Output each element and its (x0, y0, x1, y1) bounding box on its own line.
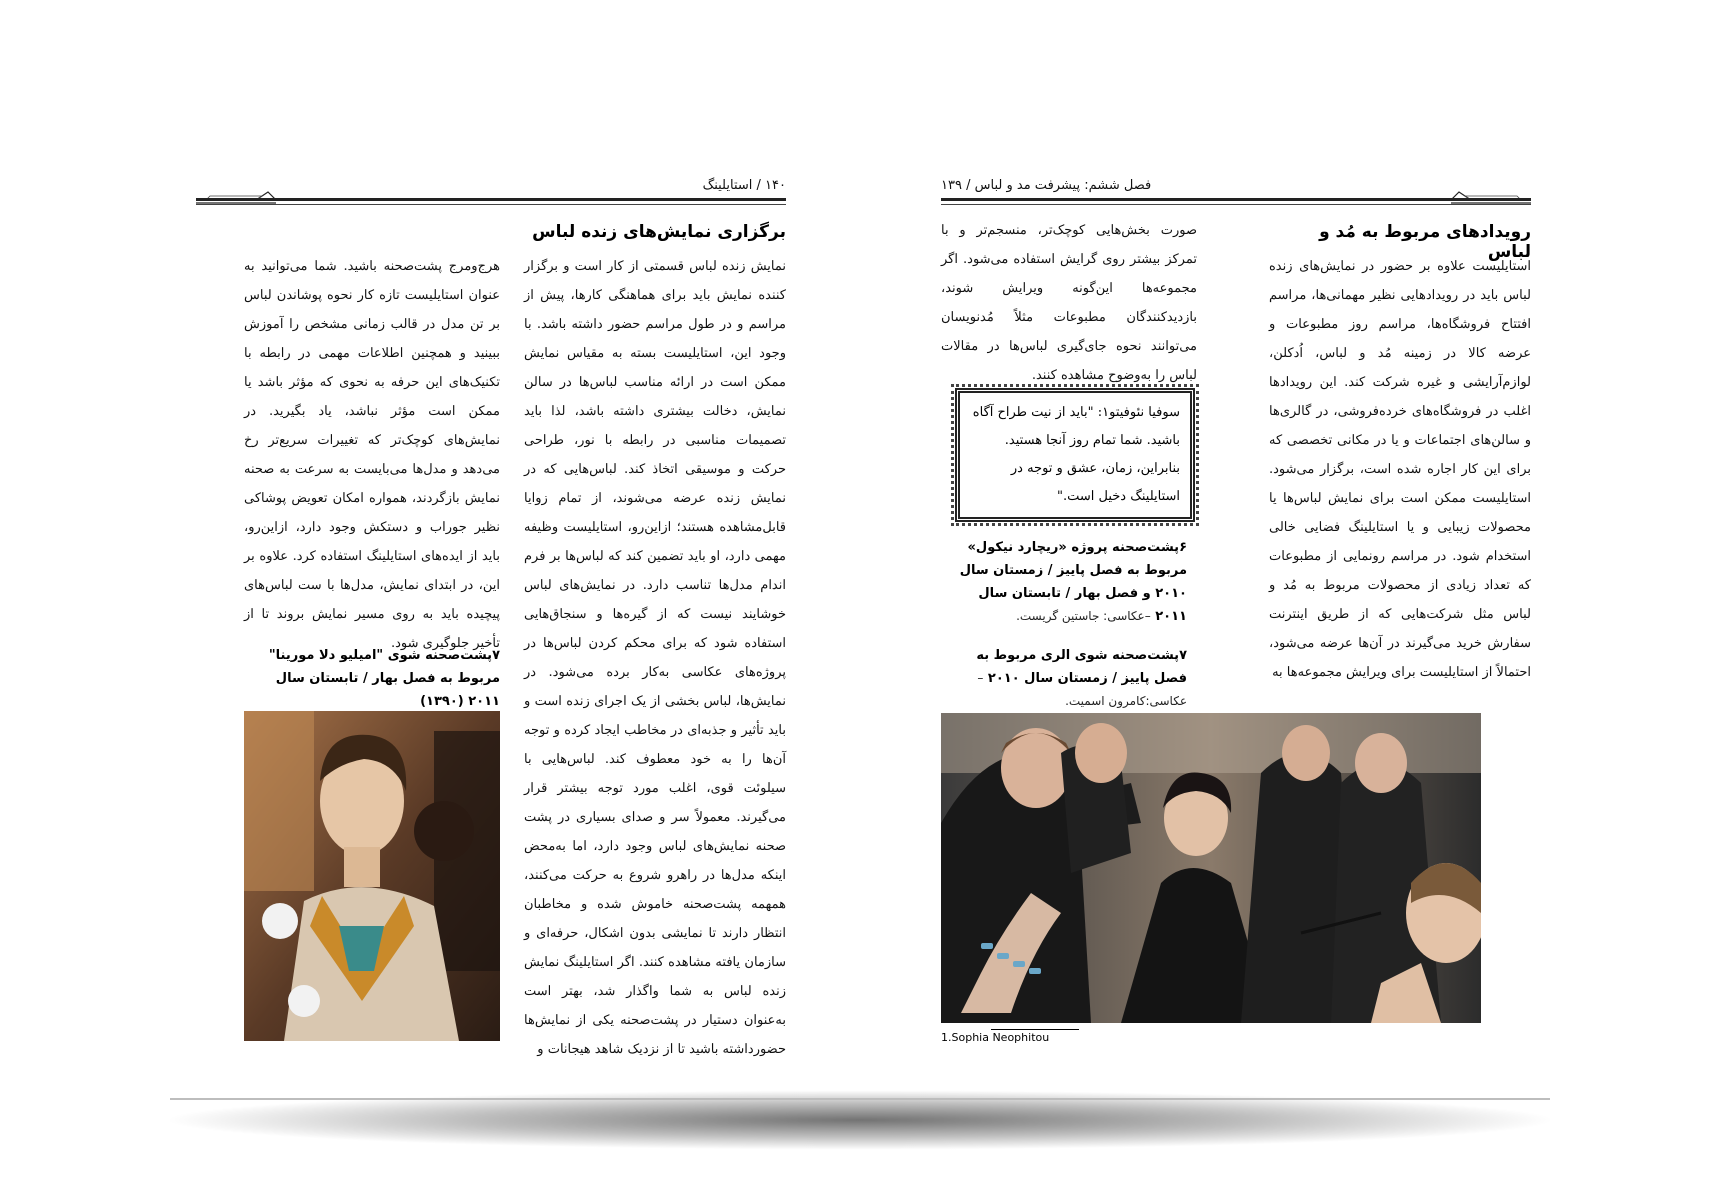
header-separator: / (756, 178, 761, 193)
header-rule (941, 198, 1531, 201)
header-ornament-icon (1451, 190, 1531, 204)
backstage-photo-hair-makeup (941, 713, 1481, 1023)
backstage-photo-model (244, 711, 500, 1041)
caption-text: ۷پشت‌صحنه شوی الری مربوط به فصل پاییز / زمستان سال ۲۰۱۰ (976, 648, 1187, 686)
right-page-header (941, 178, 1531, 208)
running-head (941, 178, 1151, 193)
header-ornament-icon (196, 190, 276, 204)
header-separator: / (966, 178, 971, 193)
quote-text: سوفیا نئوفیتو۱: "باید از نیت طراح آگاه باشید. شما تمام روز آنجا هستید. بنابراین، زمان، عشق و توجه در استایلینگ دخیل است." (972, 405, 1180, 504)
photo-caption-1 (955, 536, 1187, 628)
header-rule-thin (196, 204, 786, 205)
running-head (703, 178, 786, 193)
left-page-header (196, 178, 786, 208)
text-column-right: استایلیست علاوه بر حضور در نمایش‌های زنده لباس باید در رویدادهایی نظیر مهمانی‌ها، مراسم افتتاح فروشگاه‌ها، مراسم روز مطبوعات و عرضه کالا در زمینه مُد و لباس، اُدکلن، لوازم‌آرایشی و غیره شرکت کند. این رویدادها اغلب در فروشگاه‌های خرده‌فروشی، در گالری‌ها و سالن‌های اجتماعات و یا در مکانی تخصصی که برای این کار اجاره شده است، برگزار می‌شود. استایلیست ممکن است برای نمایش لباس‌ها یا محصولات زیبایی و یا استایلینگ فضایی خالی استخدام شود. در مراسم رونمایی از مطبوعات که تعداد زیادی از محصولات مربوط به مُد و لباس مثل شرکت‌هایی که از طریق اینترنت سفارش خرید می‌گیرند در آن‌ها عرضه می‌شود، احتمالاً از استایلیست برای ویرایش مجموعه‌ها به (1269, 259, 1531, 680)
book-spread (196, 138, 1532, 1078)
photo-caption-2 (955, 644, 1187, 713)
section-name: استایلینگ (702, 178, 753, 193)
text-column-left: صورت بخش‌هایی کوچک‌تر، منسجم‌تر و با تمرکز بیشتر روی گرایش استفاده می‌شود. اگر مجموعه‌ها این‌گونه ویرایش شوند، بازدیدکنندگان مطبوعات مثلاً مُدنویسان می‌توانند نحوه جای‌گیری لباس‌ها در مقالات لباس را به‌وضوح مشاهده کنند. (941, 223, 1197, 383)
text-column-right: نمایش زنده لباس قسمتی از کار است و برگزار کننده نمایش باید برای هماهنگی کارها، پیش از مراسم و در طول مراسم حضور داشته باشد. با وجود این، استایلیست بسته به مقیاس نمایش ممکن است در ارائه مناسب لباس‌ها در سالن نمایش، دخالت بیشتری داشته باشد، لذا باید تصمیمات مناسبی در رابطه با نور، طراحی حرکت و موسیقی اتخاذ کند. لباس‌هایی که در نمایش زنده عرضه می‌شوند، از تمام زوایا قابل‌مشاهده هستند؛ ازاین‌رو، استایلیست وظیفه مهمی دارد، او باید تضمین کند که لباس‌ها بر فرم اندام مدل‌ها تناسب دارد. در نمایش‌های لباس خوشایند نیست که از گیره‌ها و سنجاق‌هایی استفاده شود که برای محکم کردن لباس‌ها در پروژه‌های عکاسی به‌کار برده می‌شود. در نمایش‌ها، لباس بخشی از یک اجرای زنده است و باید تأثیر و جذبه‌ای در مخاطب ایجاد کرده و توجه آن‌ها را به خود معطوف کند. لباس‌هایی با سیلوئت قوی، اغلب مورد توجه بیشتر قرار می‌گیرند. معمولاً سر و صدای بسیاری در پشت صحنه نمایش‌های لباس وجود دارد، اما به‌محض اینکه مدل‌ها در راهرو شروع به حرکت می‌کنند، همهمه پشت‌صحنه خاموش شده و مخاطبان انتظار دارند تا نمایشی بدون اشکال، حرفه‌ای و سازمان یافته مشاهده کنند. اگر استایلینگ نمایش زنده لباس به شما واگذار شد، بهتر است به‌عنوان دستیار در پشت‌صحنه یکی از نمایش‌ها حضورداشته باشید تا از نزدیک شاهد هیجانات و (524, 259, 786, 1057)
section-title: برگزاری نمایش‌های زنده لباس (532, 222, 786, 242)
section-title: رویدادهای مربوط به مُد و لباس (1319, 222, 1531, 262)
caption-text: ۶پشت‌صحنه پروژه «ریچارد نیکول» مربوط به فصل پاییز / زمستان سال ۲۰۱۰ و فصل بهار / تابستان سال ۲۰۱۱ (959, 540, 1187, 624)
photo-caption: ۷پشت‌صحنه شوی "امیلیو دلا مورینا" مربوط به فصل بهار / تابستان سال ۲۰۱۱ (۱۳۹۰) (268, 648, 500, 709)
book-bottom-edge (170, 1098, 1550, 1100)
page-number: ۱۳۹ (941, 178, 962, 193)
text-column-left: هرج‌ومرج پشت‌صحنه باشید. شما می‌توانید به عنوان استایلیست تازه کار نحوه پوشاندن لباس بر تن مدل در قالب زمانی مشخص را آموزش ببینید و همچنین اطلاعات مهمی در رابطه با تکنیک‌های این حرفه به نحوی که مؤثر باشد یا ممکن است مؤثر نباشد، یاد بگیرید. در نمایش‌های کوچک‌تر که تغییرات سریع‌تر رخ می‌دهد و مدل‌ها می‌بایست به سرعت به صحنه نمایش بازگردند، همواره امکان تعویض پوشاکی نظیر جوراب و دستکش وجود دارد، ازاین‌رو، باید از ایده‌های استایلینگ استفاده کرد. علاوه بر این، در ابتدای نمایش، مدل‌ها با ست لباس‌های پیچیده باید به روی مسیر نمایش بروند تا از تأخیر جلوگیری شود. (244, 259, 500, 651)
page-number: ۱۴۰ (765, 178, 786, 193)
footnote: 1.Sophia Neophitou (941, 1031, 1050, 1044)
caption-credit: – عکاسی:کامرون اسمیت. (977, 671, 1187, 708)
quote-box (955, 388, 1195, 522)
header-rule-thin (941, 204, 1531, 205)
footnote-rule (991, 1029, 1079, 1030)
header-rule (196, 198, 786, 201)
caption-credit: –عکاسی: جاستین گریست. (1016, 609, 1151, 623)
left-page (196, 138, 786, 1057)
section-name: فصل ششم: پیشرفت مد و لباس (974, 178, 1152, 193)
right-page (941, 138, 1531, 1044)
